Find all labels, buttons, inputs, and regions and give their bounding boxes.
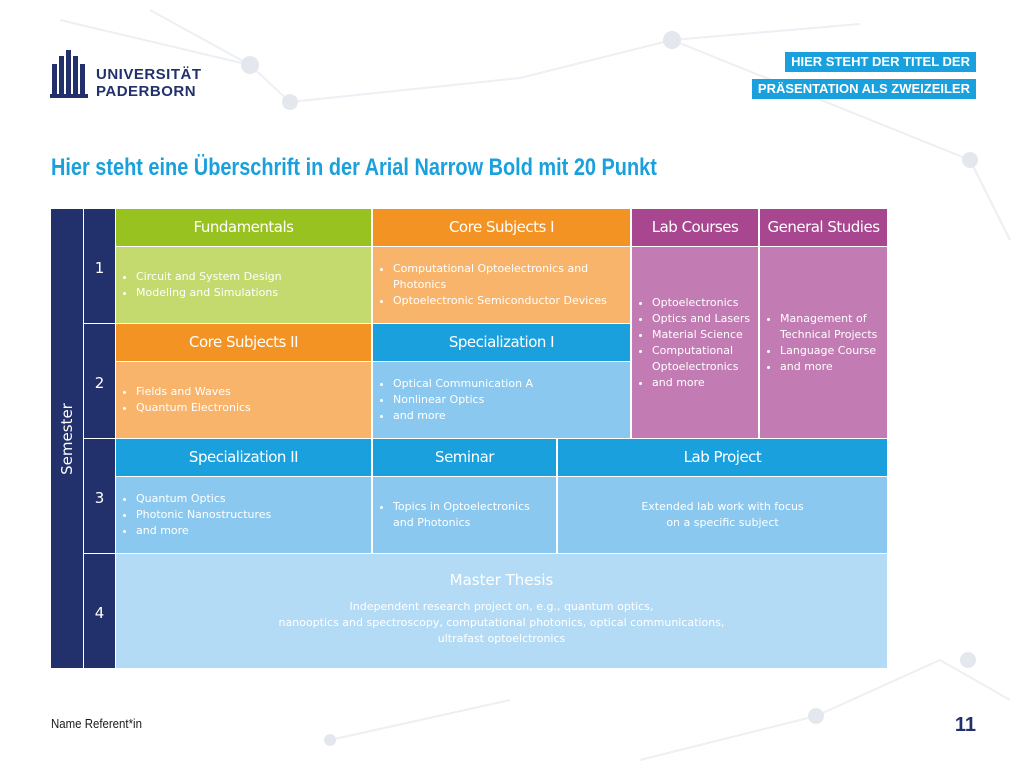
seminar-header: Seminar (373, 439, 556, 476)
presenter-name: Name Referent*in (51, 716, 142, 731)
slide-heading: Hier steht eine Überschrift in der Arial Narrow Bold mit 20 Punkt (51, 154, 657, 181)
lab-courses-header: Lab Courses (632, 209, 758, 246)
list-item: • Management of Technical Projects (780, 311, 887, 343)
page-number: 11 (954, 714, 976, 736)
semester-column (51, 209, 83, 668)
list-item: • Computational Optoelectronics and Photonics (393, 261, 624, 293)
spec2-body (116, 477, 371, 553)
list-item: • Language Course (780, 343, 887, 359)
lab-project-body (558, 477, 887, 553)
university-logo-icon (50, 50, 90, 100)
core2-body (116, 362, 371, 438)
curriculum-table (51, 209, 887, 668)
semester-number-4: 4 (84, 554, 115, 668)
lab-courses-body (632, 247, 758, 438)
master-thesis-cell (116, 554, 887, 668)
list-item: • Optoelectronic Semiconductor Devices (393, 293, 624, 309)
general-studies-body (760, 247, 887, 438)
semester-number-3: 3 (84, 439, 115, 553)
list-item: • Quantum Optics (136, 491, 371, 507)
seminar-body (373, 477, 556, 553)
core1-body (373, 247, 630, 323)
lab-project-header: Lab Project (558, 439, 887, 476)
list-item: • Quantum Electronics (136, 400, 371, 416)
fundamentals-body (116, 247, 371, 323)
university-name-line2: PADERBORN (96, 83, 197, 100)
list-item: • Optoelectronics (652, 295, 758, 311)
master-thesis-line1: Independent research project on, e.g., quantum optics, (349, 600, 654, 613)
university-name (96, 66, 202, 100)
semester-label: Semester (58, 402, 76, 475)
spec1-body (373, 362, 630, 438)
spec2-header: Specialization II (116, 439, 371, 476)
list-item: • Optical Communication A (393, 376, 630, 392)
list-item: • Optics and Lasers (652, 311, 758, 327)
presentation-title-line2: PRÄSENTATION ALS ZWEIZEILER (752, 79, 976, 99)
lab-project-line2: on a specific subject (666, 516, 779, 529)
semester-number-2: 2 (84, 324, 115, 438)
semester-number-1: 1 (84, 209, 115, 323)
master-thesis-line3: ultrafast optoelctronics (437, 632, 566, 645)
list-item: • Nonlinear Optics (393, 392, 630, 408)
fundamentals-header: Fundamentals (116, 209, 371, 246)
general-studies-header: General Studies (760, 209, 887, 246)
list-item: • Computational Optoelectronics (652, 343, 758, 375)
spec1-header: Specialization I (373, 324, 630, 361)
list-item: • and more (780, 359, 887, 375)
core1-header: Core Subjects I (373, 209, 630, 246)
list-item: • Photonic Nanostructures (136, 507, 371, 523)
list-item: • Topics in Optoelectronics and Photonics (393, 499, 550, 531)
list-item: • Fields and Waves (136, 384, 371, 400)
list-item: • Modeling and Simulations (136, 285, 371, 301)
list-item: • Material Science (652, 327, 758, 343)
list-item: • and more (393, 408, 630, 424)
university-logo (50, 50, 210, 102)
presentation-title-line1: HIER STEHT DER TITEL DER (785, 52, 976, 72)
lab-project-line1: Extended lab work with focus (641, 500, 804, 513)
master-thesis-line2: nanooptics and spectroscopy, computational photonics, optical communications, (278, 616, 725, 629)
list-item: • and more (652, 375, 758, 391)
university-name-line1: UNIVERSITÄT (96, 66, 202, 83)
core2-header: Core Subjects II (116, 324, 371, 361)
master-thesis-title: Master Thesis (449, 571, 554, 589)
list-item: • and more (136, 523, 371, 539)
list-item: • Circuit and System Design (136, 269, 371, 285)
